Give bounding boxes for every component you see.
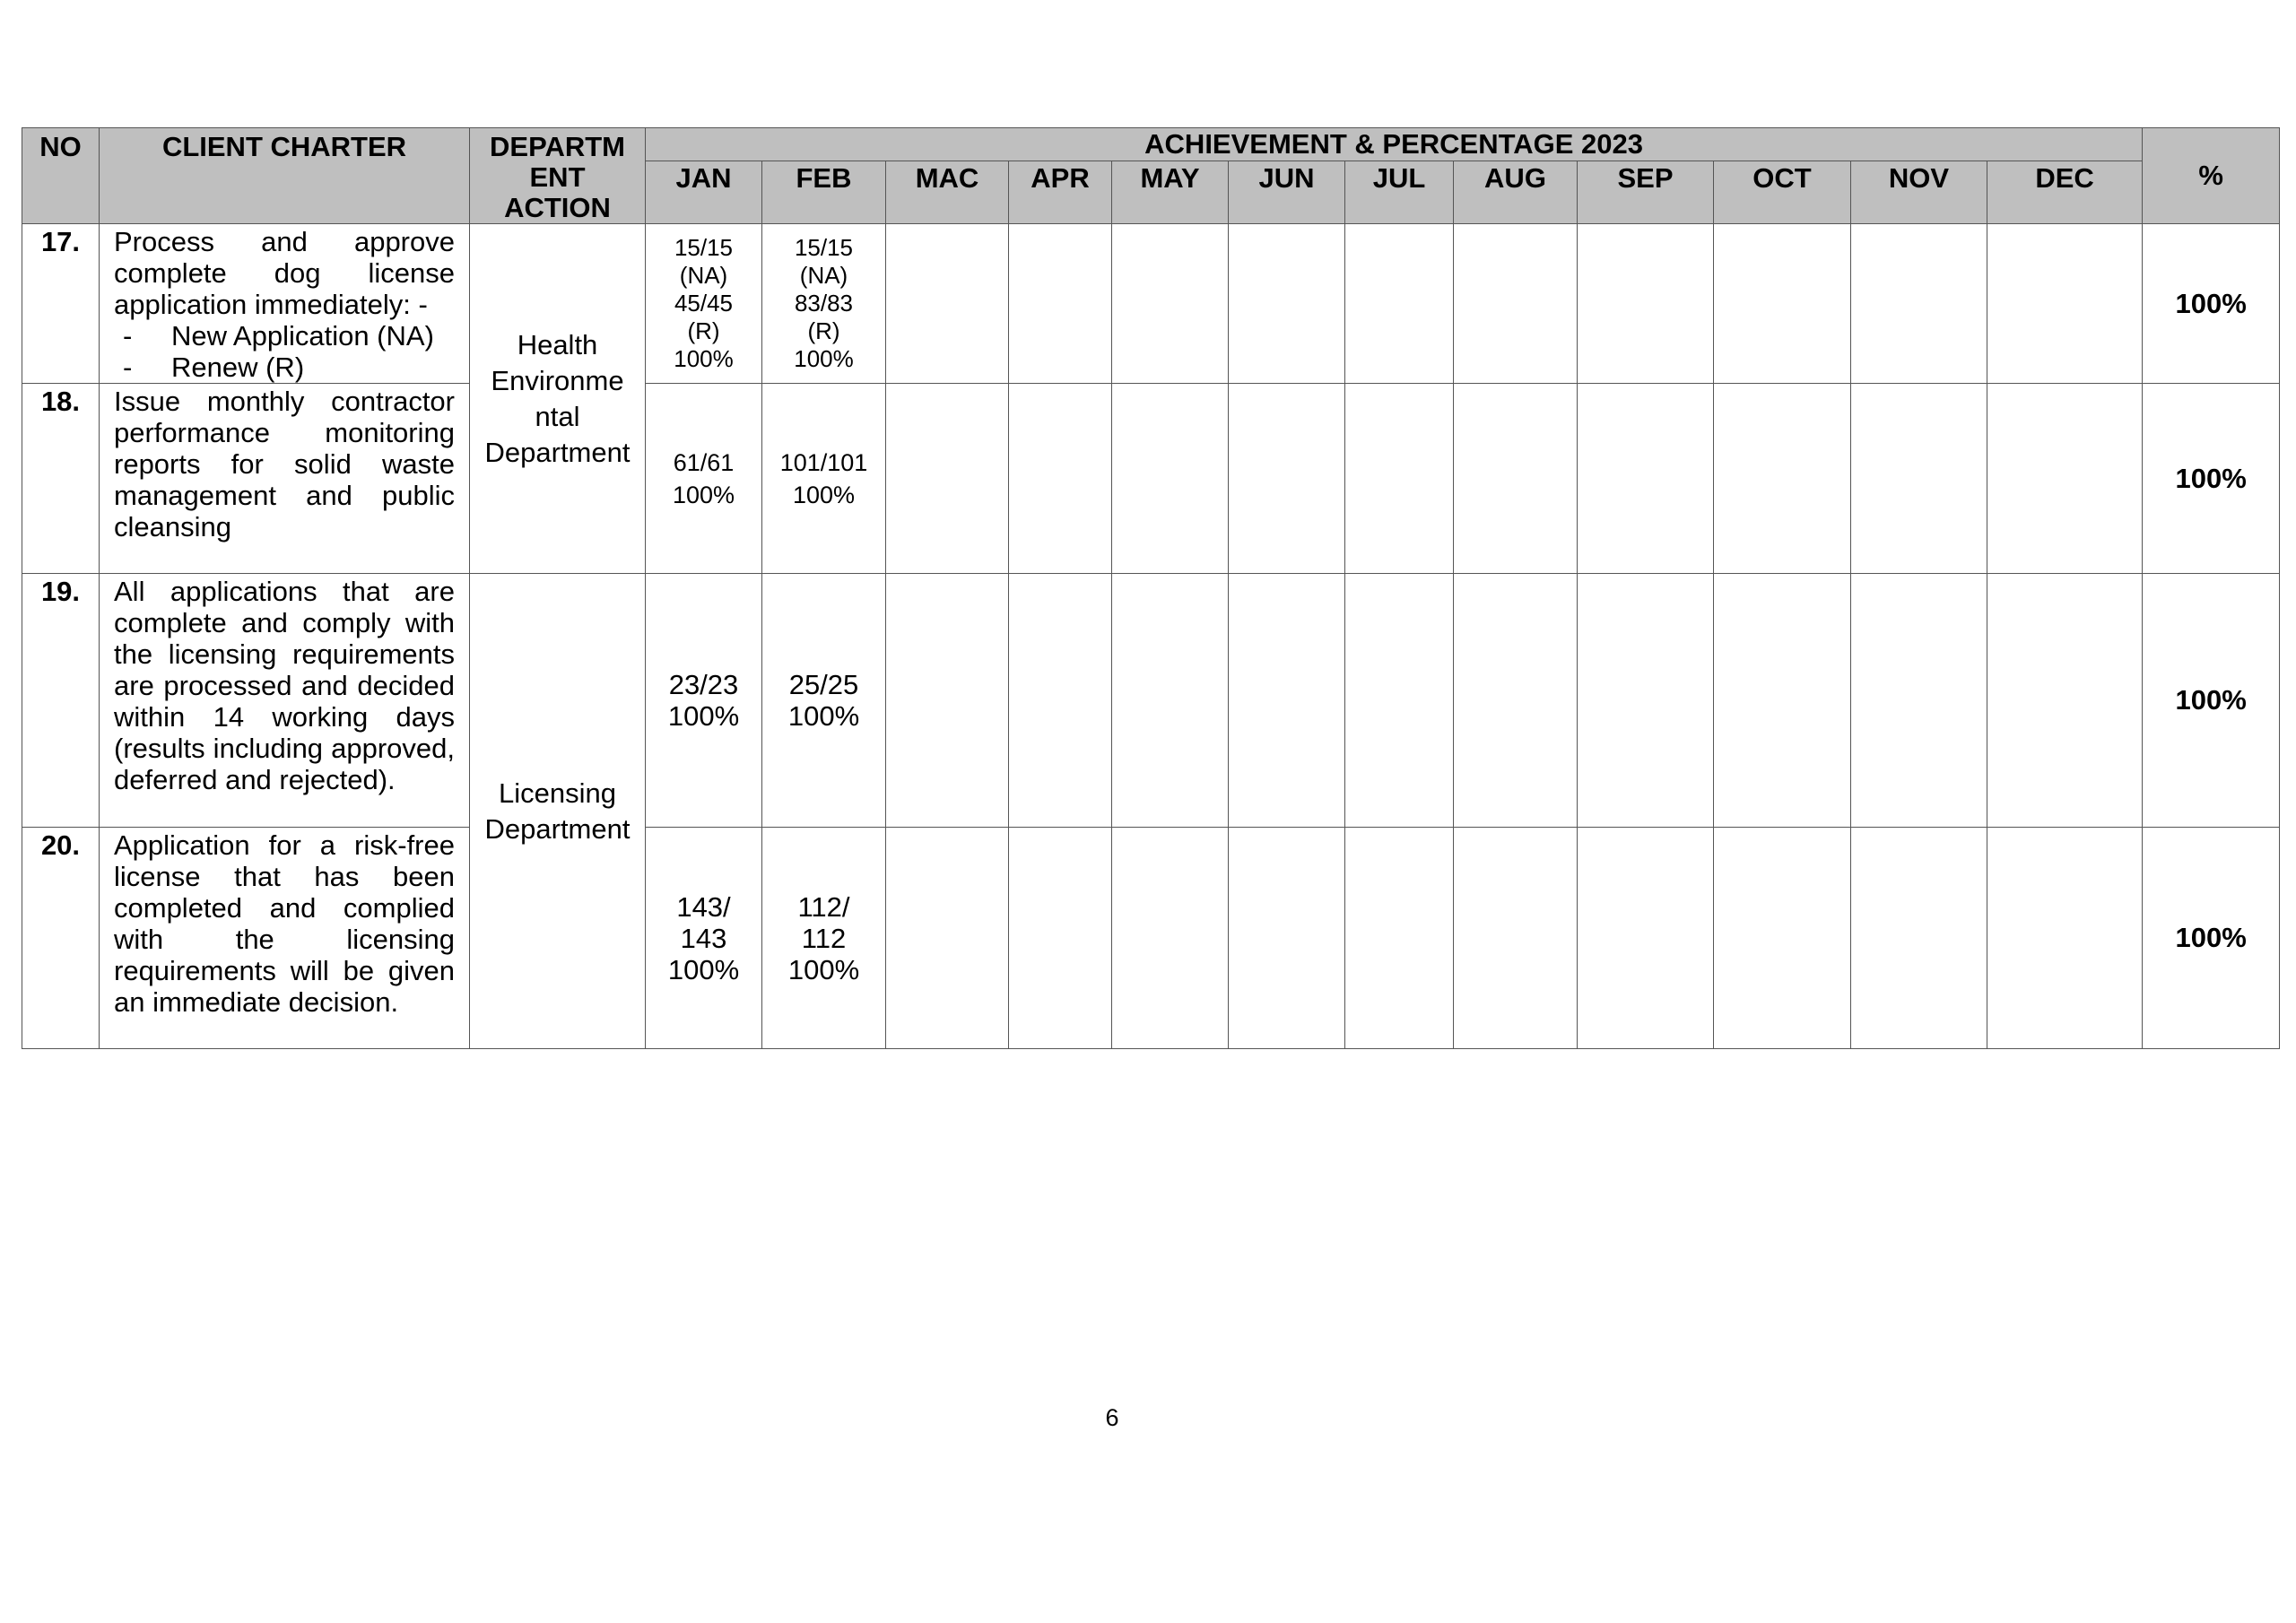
row-percent: 100% [2143,384,2280,574]
header-month-jul: JUL [1345,161,1454,224]
row-percent: 100% [2143,574,2280,828]
value-jan [646,574,762,828]
value-line: 100% [667,953,740,985]
row-percent: 100% [2143,828,2280,1049]
value-line: (R) [807,317,840,344]
department-line: Department [484,812,631,845]
header-department-line: ENT [529,161,586,193]
header-month-feb: FEB [762,161,886,224]
value-oct [1714,384,1851,574]
value-line: 100% [794,345,854,372]
row-number: 18. [22,384,100,574]
value-oct [1714,574,1851,828]
charter-description [100,224,470,384]
value-line: 23/23 [668,669,739,700]
charter-bullet-list [114,320,455,383]
value-nov [1851,574,1987,828]
page-number: 6 [1105,1404,1119,1431]
value-jan [646,828,762,1049]
value-line: 100% [674,345,734,372]
header-month-jun: JUN [1229,161,1345,224]
value-may [1112,384,1229,574]
header-month-dec: DEC [1987,161,2143,224]
value-sep [1578,828,1714,1049]
department-line: Licensing [499,777,616,809]
header-department-line: DEPARTM [490,131,625,162]
header-row-top [22,128,2280,161]
row-percent: 100% [2143,224,2280,384]
value-line: 112/ [797,890,850,923]
bullet-text: New Application (NA) [171,320,434,352]
header-client-charter: CLIENT CHARTER [100,128,470,224]
value-may [1112,224,1229,384]
value-feb [762,574,886,828]
charter-bullet: - New Application (NA) [123,320,434,352]
value-line: 100% [787,953,860,985]
value-may [1112,828,1229,1049]
value-feb [762,224,886,384]
value-line: 15/15 [674,234,734,261]
value-line: (R) [687,317,720,344]
table-row [22,828,2280,1049]
value-feb [762,828,886,1049]
department-line: Health [517,328,598,360]
department-licensing [470,574,646,1049]
header-no: NO [22,128,100,224]
header-month-oct: OCT [1714,161,1851,224]
value-aug [1454,224,1578,384]
value-apr [1009,574,1112,828]
charter-description: Issue monthly contractor performance monitoring reports for solid waste management and public cleansing [100,384,470,574]
header-month-may: MAY [1112,161,1229,224]
value-line: 112 [801,922,847,954]
value-line: 101/101 [779,448,868,476]
value-may [1112,574,1229,828]
value-line: 100% [667,700,740,732]
header-month-nov: NOV [1851,161,1987,224]
value-apr [1009,828,1112,1049]
value-aug [1454,574,1578,828]
table-row [22,224,2280,384]
value-jul [1345,828,1454,1049]
value-apr [1009,384,1112,574]
value-jun [1229,574,1345,828]
header-department-line: ACTION [504,192,611,223]
header-percent: % [2143,128,2280,224]
value-line: 25/25 [788,669,859,700]
header-month-jan: JAN [646,161,762,224]
value-nov [1851,224,1987,384]
header-month-apr: APR [1009,161,1112,224]
row-number: 19. [22,574,100,828]
header-department-action [470,128,646,224]
value-oct [1714,224,1851,384]
value-mac [886,828,1009,1049]
value-nov [1851,384,1987,574]
row-number: 17. [22,224,100,384]
value-line: 83/83 [794,290,854,317]
value-oct [1714,828,1851,1049]
header-month-mac: MAC [886,161,1009,224]
charter-description: All applications that are complete and comply with the licensing requirements are processed and decided within 14 working days (results including approved, deferred and rejected). [100,574,470,828]
value-sep [1578,574,1714,828]
value-dec [1987,828,2143,1049]
table-row [22,384,2280,574]
department-line: Department [484,436,631,468]
header-month-sep: SEP [1578,161,1714,224]
department-line: ntal [535,400,580,432]
header-achievement: ACHIEVEMENT & PERCENTAGE 2023 [646,128,2143,161]
value-line: 143/ [676,890,731,923]
client-charter-table [22,127,2280,1049]
charter-text: Process and approve complete dog license application immediately: - [114,226,455,320]
header-month-aug: AUG [1454,161,1578,224]
bullet-text: Renew (R) [171,352,305,383]
value-mac [886,384,1009,574]
value-line: 61/61 [673,448,735,476]
value-jan [646,384,762,574]
value-jun [1229,384,1345,574]
value-jul [1345,384,1454,574]
value-line: 15/15 [794,234,854,261]
value-aug [1454,384,1578,574]
department-health [470,224,646,574]
department-line: Environme [491,364,624,396]
value-feb [762,384,886,574]
charter-description: Application for a risk-free license that has been completed and complied with the licensing requirements will be given an immediate decision. [100,828,470,1049]
value-nov [1851,828,1987,1049]
value-jun [1229,224,1345,384]
value-sep [1578,224,1714,384]
row-number: 20. [22,828,100,1049]
value-mac [886,224,1009,384]
value-jan [646,224,762,384]
value-line: 143 [680,922,727,954]
value-dec [1987,574,2143,828]
value-jun [1229,828,1345,1049]
value-dec [1987,224,2143,384]
value-line: 100% [672,481,735,508]
value-jul [1345,574,1454,828]
value-line: (NA) [799,262,848,289]
value-line: 45/45 [674,290,734,317]
value-line: 100% [792,481,856,508]
value-apr [1009,224,1112,384]
value-line: 100% [787,700,860,732]
value-jul [1345,224,1454,384]
value-dec [1987,384,2143,574]
value-aug [1454,828,1578,1049]
value-sep [1578,384,1714,574]
value-mac [886,574,1009,828]
table-row [22,574,2280,828]
value-line: (NA) [679,262,728,289]
charter-bullet: - Renew (R) [123,352,305,383]
